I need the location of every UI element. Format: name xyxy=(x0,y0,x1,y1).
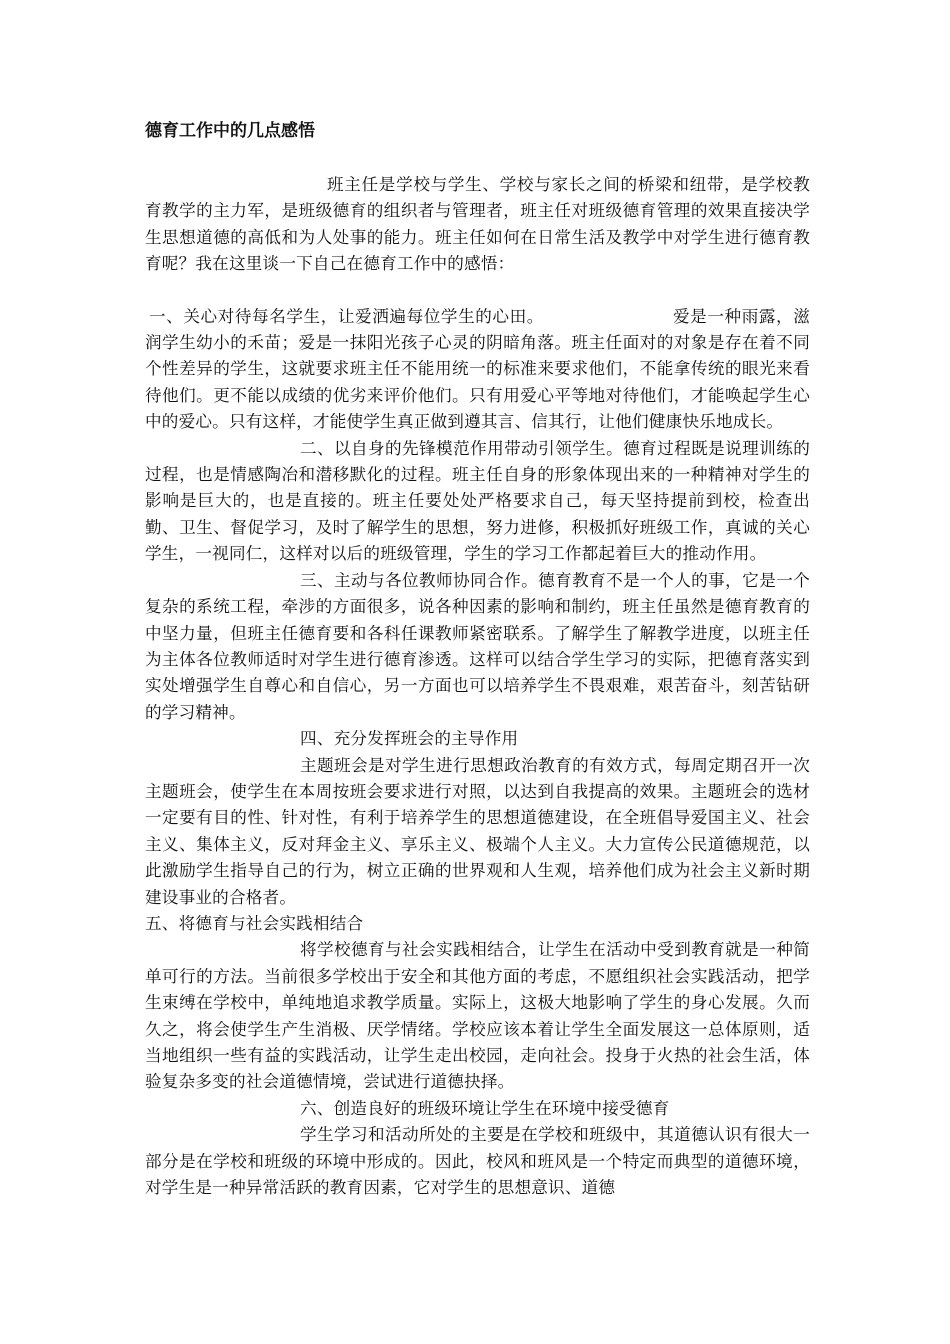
section-3-paragraph: 三、主动与各位教师协同合作。德育教育不是一个人的事，它是一个复杂的系统工程，牵涉的方面很多，说各种因素的影响和制约，班主任虽然是德育教育的中坚力量，但班主任德育要和各科任课教师紧密联系。了解学生了解教学进度，以班主任为主体各位教师适时对学生进行德育渗透。这样可以结合学生学习的实际，把德育落实到实处增强学生自尊心和自信心，另一方面也可以培养学生不畏艰难，艰苦奋斗，刻苦钻研的学习精神。 xyxy=(145,570,810,722)
section-4-heading: 四、充分发挥班会的主导作用 xyxy=(300,729,519,749)
section-5-heading: 五、将德育与社会实践相结合 xyxy=(145,913,364,933)
section-6-paragraph: 学生学习和活动所处的主要是在学校和班级中，其道德认识有很大一部分是在学校和班级的环境中形成的。因此，校风和班风是一个特定而典型的道德环境，对学生是一种异常活跃的教育因素，它对学生的思想意识、道德 xyxy=(145,1125,810,1198)
paragraph-gap xyxy=(145,278,810,304)
section-5-paragraph: 将学校德育与社会实践相结合，让学生在活动中受到教育就是一种简单可行的方法。当前很多学校出于安全和其他方面的考虑，不愿组织社会实践活动，把学生束缚在学校中，单纯地追求教学质量。实际上，这极大地影响了学生的身心发展。久而久之，将会使学生产生消极、厌学情绪。学校应该本着让学生全面发展这一总体原则，适当地组织一些有益的实践活动，让学生走出校园，走向社会。投身于火热的社会生活，体验复杂多变的社会道德情境，尝试进行道德抉择。 xyxy=(145,940,810,1092)
document-page xyxy=(145,118,810,1201)
section-1-paragraph: 一、关心对待每名学生，让爱洒遍每位学生的心田。 爱是一种雨露，滋润学生幼小的禾苗；爱是一抹阳光孩子心灵的阴暗角落。班主任面对的对象是存在着不同个性差异的学生，这就要求班主任不能用统一的标准来要求他们，不能拿传统的眼光来看待他们。更不能以成绩的优劣来评价他们。只有用爱心平等地对待他们，才能唤起学生心中的爱心。只有这样，才能使学生真正做到遵其言、信其行，让他们健康快乐地成长。 xyxy=(145,306,810,432)
intro-paragraph: 班主任是学校与学生、学校与家长之间的桥梁和纽带，是学校教育教学的主力军，是班级德育的组织者与管理者，班主任对班级德育管理的效果直接决学生思想道德的高低和为人处事的能力。班主任如何在日常生活及教学中对学生进行德育教育呢？我在这里谈一下自己在德育工作中的感悟： xyxy=(145,175,810,274)
section-2-paragraph: 二、以自身的先锋模范作用带动引领学生。德育过程既是说理训练的过程，也是情感陶冶和潜移默化的过程。班主任自身的形象体现出来的一种精神对学生的影响是巨大的，也是直接的。班主任要处处严格要求自己，每天坚持提前到校，检查出勤、卫生、督促学习，及时了解学生的思想，努力进修，积极抓好班级工作，真诚的关心学生，一视同仁，这样对以后的班级管理，学生的学习工作都起着巨大的推动作用。 xyxy=(145,438,810,564)
section-4-paragraph: 主题班会是对学生进行思想政治教育的有效方式，每周定期召开一次主题班会，使学生在本周按班会要求进行对照，以达到自我提高的效果。主题班会的选材一定要有目的性、针对性，有利于培养学生的思想道德建设，在全班倡导爱国主义、社会主义、集体主义，反对拜金主义、享乐主义、极端个人主义。大力宣传公民道德规范，以此激励学生指导自己的行为，树立正确的世界观和人生观，培养他们成为社会主义新时期建设事业的合格者。 xyxy=(145,755,810,907)
section-6-heading: 六、创造良好的班级环境让学生在环境中接受德育 xyxy=(300,1098,670,1118)
document-title: 德育工作中的几点感悟 xyxy=(145,121,315,141)
